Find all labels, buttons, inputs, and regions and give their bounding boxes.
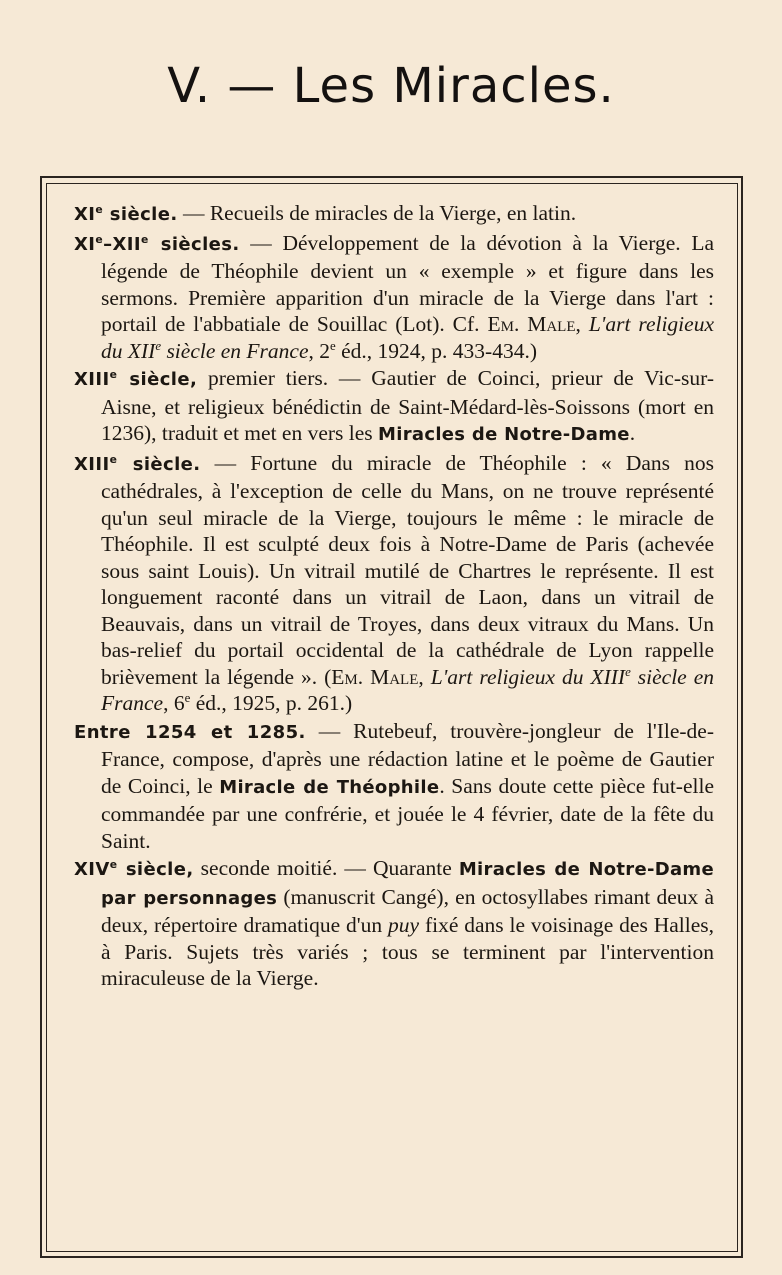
entry-13th-century-first-third: XIIIe siècle, premier tiers. — Gautier de Coinci, prieur de Vic-sur-Aisne, et religieux bénédictin de Saint-Médard-lès-Soissons (mort en 1236), traduit et met en vers les Miracles de Notre-Dame.: [74, 366, 714, 445]
entry-label: XIe siècle.: [74, 203, 178, 225]
author-name: Em. Male: [331, 664, 419, 689]
entry-14th-century: XIVe siècle, seconde moitié. — Quarante Miracles de Notre-Dame par personnages (manuscrit Cangé), en octosyllabes rimant deux à deux, répertoire dramatique d'un puy fixé dans le voisinage des Halles, à Paris. Sujets très variés ; tous se terminent par l'intervention miraculeuse de la Vierge.: [74, 856, 714, 990]
work-title: L'art religieux du XIIe siècle en France: [101, 312, 714, 363]
entry-label: XIIIe siècle,: [74, 368, 198, 390]
entry-label: XIIIe siècle.: [74, 452, 201, 475]
page-title: V. — Les Miracles.: [167, 58, 615, 114]
entry-11th-century: [74, 200, 714, 229]
entry-label: XIe–XIIe siècles.: [74, 232, 240, 255]
chronology-text: [74, 200, 714, 993]
entry-text: — Recueils de miracles de la Vierge, en latin.: [177, 201, 577, 225]
author-name: Em. Male: [487, 312, 576, 336]
entry-11th-12th-centuries: XIe–XIIe siècles. — Développement de la dévotion à la Vierge. La légende de Théophile devient un « exemple » et figure dans les sermons. Première apparition d'un miracle de la Vierge dans l'art : portail de l'abbatiale de Souillac (Lot). Cf. Em. Male, L'art religieux du XIIe siècle en France, 2e éd., 1924, p. 433-434.): [74, 230, 714, 363]
entry-1254-1285: Entre 1254 et 1285. — Rutebeuf, trouvère-jongleur de l'Ile-de-France, compose, d'après une rédaction latine et le poème de Gautier de Coinci, le Miracle de Théophile. Sans doute cette pièce fut-elle commandée par une confrérie, et jouée le 4 février, date de la fête du Saint.: [74, 718, 715, 853]
entry-label: Entre 1254 et 1285.: [74, 721, 306, 743]
keyword: Miracle de Théophile: [219, 776, 440, 798]
keyword: Miracles de Notre-Dame: [378, 424, 630, 445]
keyword: Miracles de Notre-Dame par personnages: [101, 859, 714, 909]
italic-term: puy: [388, 913, 420, 937]
entry-13th-century: XIIIe siècle. — Fortune du miracle de Théophile : « Dans nos cathédrales, à l'exception de celle du Mans, on ne trouve représenté qu'un seul miracle de la Vierge, toujours le même : le miracle de Théophile. Il est sculpté deux fois à Notre-Dame de Paris (achevée sous saint Louis). Un vitrail mutilé de Chartres le représente. Il est longuement raconté dans un vitrail de Laon, dans un vitrail de Beauvais, dans un vitrail de Troyes, dans deux vitraux du Mans. Un bas-relief du portail occidental de la cathédrale de Lyon rappelle brièvement la légende ». (Em. Male, L'art religieux du XIIIe siècle en France, 6e éd., 1925, p. 261.): [74, 450, 714, 715]
entry-label: XIVe siècle,: [74, 858, 194, 880]
work-title: L'art religieux du XIIIe siècle en France: [101, 664, 714, 715]
